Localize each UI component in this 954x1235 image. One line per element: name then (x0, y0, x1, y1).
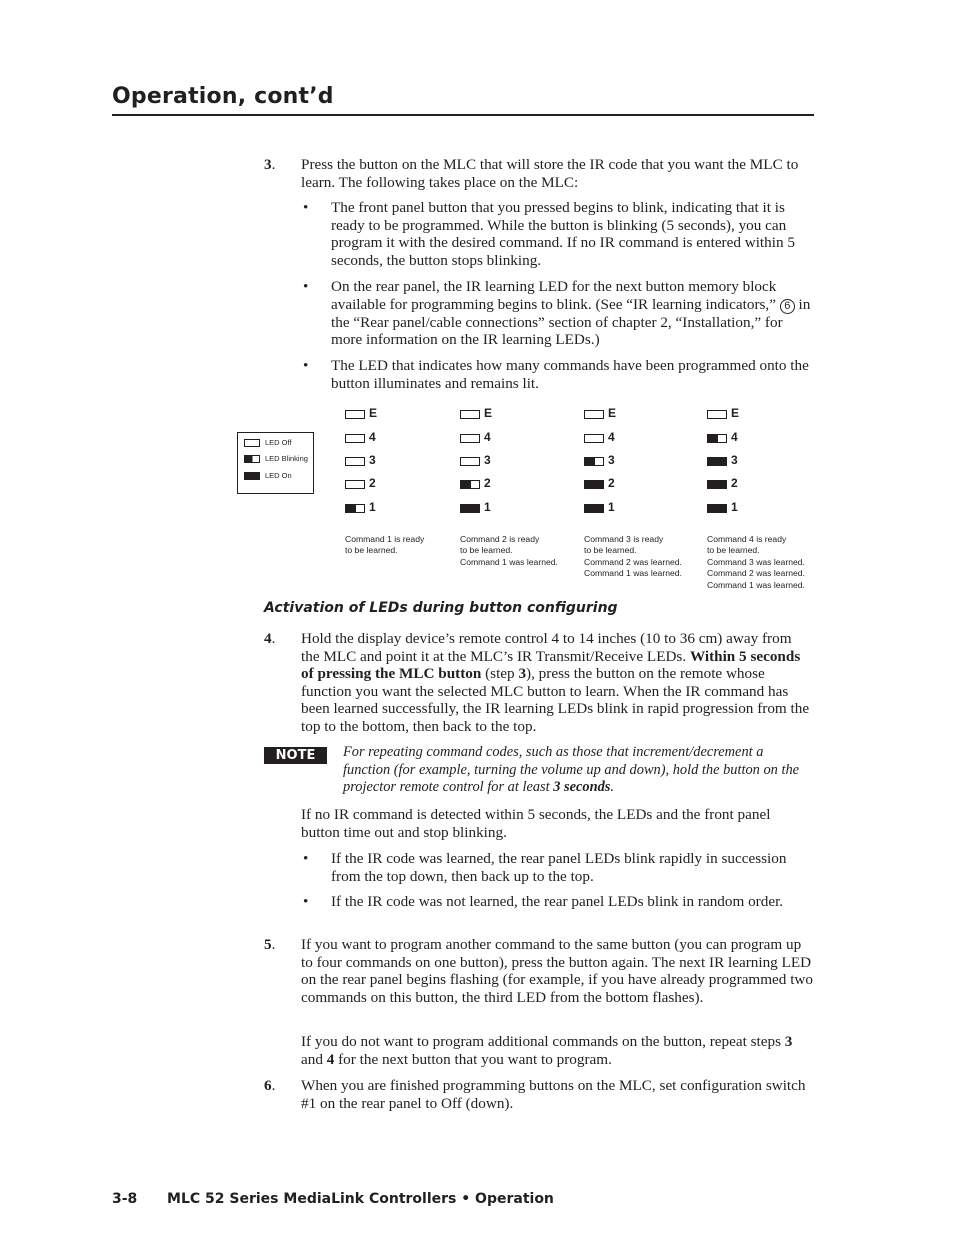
caption-line: to be learned. (707, 545, 760, 556)
led-label: 1 (608, 500, 615, 514)
step-5-text: If you want to program another command to the same button (you can program up to four commands on one button), press the button again. The next IR learning LED on the rear panel begins flashing (for example, if you have already programmed two commands on this button, the third LED from the bottom flashes). (301, 936, 813, 1006)
step-3-bullet-1: The front panel button that you pressed begins to blink, indicating that it is ready to be programmed. While the button is blinking (5 seconds), you can program it with the desired command. If no IR command is entered within 5 seconds, the button stops blinking. (331, 199, 795, 269)
led-column-caption (584, 534, 682, 580)
caption-line: Command 1 was learned. (584, 568, 682, 579)
caption-line: Command 3 is ready (584, 534, 664, 544)
caption-line: Command 1 was learned. (707, 579, 805, 590)
led-on-icon (707, 457, 727, 466)
led-blink-icon (584, 457, 604, 466)
led-blink-icon (345, 504, 365, 513)
led-blink-icon (707, 434, 727, 443)
led-off-icon (584, 410, 604, 419)
caption-line: Command 1 was learned. (460, 556, 558, 567)
step-3-bullet-3: The LED that indicates how many commands have been programmed onto the button illuminates and remains lit. (331, 357, 809, 392)
bullet-icon: • (303, 278, 309, 295)
led-off-icon (345, 480, 365, 489)
led-label: 3 (484, 453, 491, 467)
led-label: E (731, 406, 740, 420)
caption-line: Command 2 was learned. (584, 556, 682, 567)
led-label: E (369, 406, 378, 420)
led-label: 1 (369, 500, 376, 514)
led-label: 1 (484, 500, 491, 514)
led-label: 2 (608, 476, 615, 490)
bullet-icon: • (303, 893, 309, 910)
led-off-icon (244, 439, 260, 447)
led-label: 1 (731, 500, 738, 514)
caption-line: to be learned. (460, 545, 513, 556)
led-off-icon (460, 410, 480, 419)
caption-line: Command 2 is ready (460, 534, 540, 544)
led-label: 3 (608, 453, 615, 467)
timeout-text: If no IR command is detected within 5 seconds, the LEDs and the front panel button time out and stop blinking. (301, 806, 771, 841)
caption-line: Command 1 is ready (345, 534, 425, 544)
bullet-icon: • (303, 850, 309, 867)
led-label: 2 (484, 476, 491, 490)
legend-label: LED On (265, 471, 292, 480)
led-on-icon (244, 472, 260, 480)
led-label: E (484, 406, 493, 420)
led-label: 2 (369, 476, 376, 490)
led-column-caption (707, 534, 805, 591)
note-badge: NOTE (264, 747, 327, 764)
led-label: 3 (369, 453, 376, 467)
caption-line: to be learned. (345, 545, 398, 556)
step-6-text: When you are finished programming buttons on the MLC, set configuration switch #1 on the rear panel to Off (down). (301, 1077, 806, 1112)
led-on-icon (584, 480, 604, 489)
led-off-icon (345, 410, 365, 419)
page-title: Operation, cont’d (112, 84, 334, 109)
step-4-number: 4. (264, 630, 276, 647)
led-off-icon (345, 434, 365, 443)
legend-label: LED Blinking (265, 454, 308, 463)
led-blinking-icon (244, 455, 260, 463)
led-off-icon (460, 434, 480, 443)
step-6-number: 6. (264, 1077, 276, 1094)
led-label: 4 (369, 430, 376, 444)
led-blink-icon (460, 480, 480, 489)
figure-caption: Activation of LEDs during button configuring (264, 600, 618, 616)
led-label: E (608, 406, 617, 420)
bullet-icon: • (303, 199, 309, 216)
step-3-bullet-2: On the rear panel, the IR learning LED for the next button memory block available for programming begins to blink. (See “IR learning indicators,” 6 in the “Rear panel/cable connections” section of chapter 2, “Installation,” for more information on the IR learning LEDs.) (331, 278, 811, 349)
caption-line: Command 2 was learned. (707, 568, 805, 579)
led-column-caption (345, 534, 424, 557)
led-on-icon (460, 504, 480, 513)
callout-6-icon: 6 (780, 299, 795, 314)
led-on-icon (707, 504, 727, 513)
step-4-text: Hold the display device’s remote control 4 to 14 inches (10 to 36 cm) away from the MLC and point it at the MLC’s IR Transmit/Receive LEDs. Within 5 seconds of pressing the MLC button (step 3), press the button on the remote whose function you want the selected MLC button to learn. When the IR command has been learned successfully, the IR learning LEDs blink in rapid progression from the top to the bottom, then back to the top. (301, 630, 810, 735)
led-legend (237, 432, 314, 494)
led-off-icon (460, 457, 480, 466)
led-label: 3 (731, 453, 738, 467)
caption-line: Command 3 was learned. (707, 556, 805, 567)
page-number: 3-8 (112, 1191, 138, 1207)
bullet-icon: • (303, 357, 309, 374)
led-off-icon (707, 410, 727, 419)
step-5-number: 5. (264, 936, 276, 953)
led-label: 4 (608, 430, 615, 444)
timeout-bullet-1: If the IR code was learned, the rear panel LEDs blink rapidly in succession from the top down, then back up to the top. (331, 850, 787, 885)
led-on-icon (584, 504, 604, 513)
step-5-para-2: If you do not want to program additional commands on the button, repeat steps 3 and 4 for the next button that you want to program. (301, 1033, 793, 1068)
title-rule (112, 114, 814, 116)
legend-label: LED Off (265, 438, 292, 447)
led-label: 2 (731, 476, 738, 490)
step-3-intro: Press the button on the MLC that will store the IR code that you want the MLC to learn. The following takes place on the MLC: (301, 156, 799, 191)
led-off-icon (584, 434, 604, 443)
led-label: 4 (484, 430, 491, 444)
note-text: For repeating command codes, such as those that increment/decrement a function (for example, turning the volume up and down), hold the button on the projector remote control for at least 3 seconds. (343, 744, 800, 796)
led-label: 4 (731, 430, 738, 444)
timeout-bullet-2: If the IR code was not learned, the rear panel LEDs blink in random order. (331, 893, 784, 910)
step-3-number: 3. (264, 156, 276, 173)
led-on-icon (707, 480, 727, 489)
page-footer (112, 1191, 554, 1207)
caption-line: to be learned. (584, 545, 637, 556)
led-column-caption (460, 534, 558, 568)
led-off-icon (345, 457, 365, 466)
footer-title: MLC 52 Series MediaLink Controllers • Operation (167, 1191, 554, 1207)
caption-line: Command 4 is ready (707, 534, 787, 544)
